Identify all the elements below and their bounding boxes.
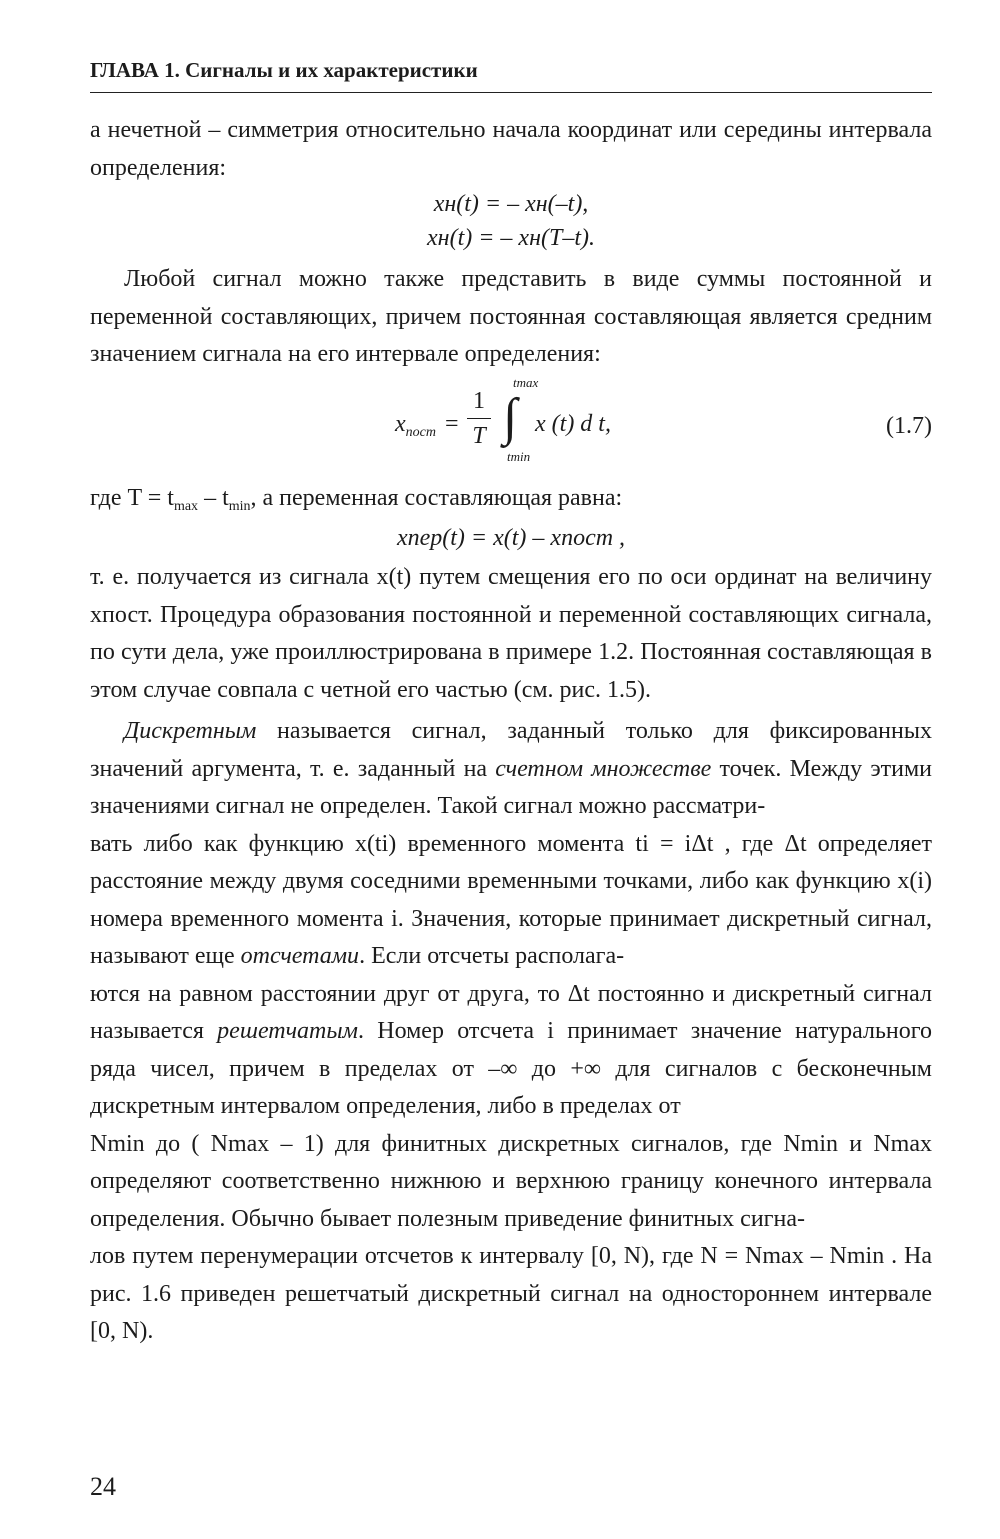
- eq17-fraction: 1 T: [467, 386, 491, 451]
- paragraph-where-T: где $T = t_{max} - t_{min}$, а переменная составляющая равна:: [90, 484, 623, 514]
- paragraph-shift: т. е. получается из сигнала x(t) путем смещения его по оси ординат на величину xпост. Процедура образования постоянной и переменной составляющих сигнала, по сути дела, уже проиллюстрирована в примере 1.2. Постоянная составляющая в этом случае совпала с четной его частью (см. рис. 1.5).: [90, 564, 932, 703]
- equation-1-7: [90, 374, 932, 474]
- chapter-header: ГЛАВА 1. Сигналы и их характеристики: [90, 58, 478, 82]
- eq17-integrand: x (t) d t,: [535, 410, 611, 437]
- page-content: [90, 112, 932, 1351]
- integral-lower-limit: tmin: [507, 448, 531, 464]
- paragraph-discrete-def: Дискретным называется сигнал, заданный только для фиксированных значений аргумента, т. е. заданный на счетном множестве точек. Между этими значениями сигнал не определен. Такой сигнал можно рассматри-: [90, 718, 932, 819]
- equation-odd-1: xн(t) = – xн(–t),: [433, 191, 589, 217]
- integral-sign: ∫: [503, 388, 518, 446]
- header-rule: [90, 92, 932, 93]
- page-number: 24: [90, 1472, 116, 1501]
- eq17-lhs: $x_{пост}$: [395, 410, 436, 440]
- paragraph-renumbering: лов путем перенумерации отсчетов к интервалу [0, N), где N = Nmax – Nmin . На рис. 1.6 приведен решетчатый дискретный сигнал на одностороннем интервале [0, N).: [90, 1243, 932, 1344]
- equation-ac-component: xпер(t) = x(t) – xпост ,: [396, 525, 626, 551]
- paragraph-finite: Nmin до ( Nmax – 1) для финитных дискретных сигналов, где Nmin и Nmax определяют соответственно нижнюю и верхнюю границу конечного интервала определения. Обычно бывает полезным приведение финитных сигна-: [90, 1130, 932, 1232]
- integral-upper-limit: tmax: [513, 374, 539, 390]
- paragraph-samples: вать либо как функцию x(ti) временного момента ti = iΔt , где Δt определяет расстояние между двумя соседними временными точками, либо как функцию x(i) номера временного момента i. Значения, которые принимает дискретный сигнал, называют еще отсчетами. Если отсчеты располага-: [90, 830, 932, 969]
- paragraph-lattice: ются на равном расстоянии друг от друга, то Δt постоянно и дискретный сигнал называется решетчатым. Номер отсчета i принимает значение натурального ряда чисел, причем в пределах от –∞ до +∞ для сигналов с бесконечным дискретным интервалом определения, либо в пределах от: [90, 980, 932, 1119]
- equation-odd-2: xн(t) = – xн(T–t).: [427, 225, 595, 251]
- paragraph-dc-component: Любой сигнал можно также представить в виде суммы постоянной и переменной составляющих, причем постоянная составляющая является средним значением сигнала на его интервале определения:: [90, 266, 932, 367]
- eq17-equals: =: [445, 410, 459, 437]
- paragraph-odd-symmetry: а нечетной – симметрия относительно начала координат или середины интервала определения:: [90, 117, 932, 181]
- equation-number: (1.7): [886, 412, 932, 439]
